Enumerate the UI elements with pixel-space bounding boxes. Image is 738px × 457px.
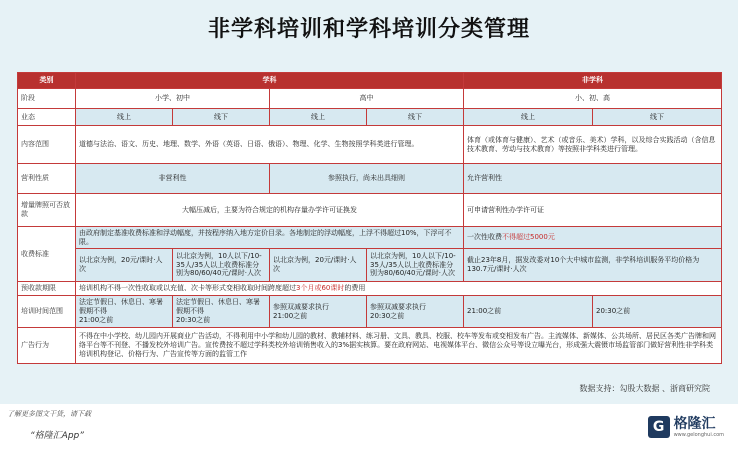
prepay-suffix: 的费用 [344,284,366,293]
row-label: 业态 [18,109,76,126]
business-offline: 线下 [367,109,464,126]
prepay-highlight: 3个月或60课时 [296,284,345,293]
footer-download-hint: 了解更多图文干货，请下载 [7,410,91,418]
fee-example-4: 以北京为例，10人以下/10-35人/35人以上收费标准分别为80/60/40元/课时·人次 [367,249,464,282]
fee-nonacademic-price: 截止23年8月，据发改委对10个大中城市监测，非学科培训服务平均价格为130.7元/课时·人次 [464,249,722,282]
header-academic: 学科 [76,73,464,89]
row-ad [18,328,722,364]
source-note: 数据支持：勾股大数据 、浙商研究院 [579,384,710,393]
prepay-prefix: 培训机构不得一次性收取或以充值、次卡等形式变相收取时间跨度超过 [79,284,296,293]
time-2: 法定节假日、休息日、寒暑假期不得 20:30之前 [173,296,270,328]
fee-example-2: 以北京为例，10人以下/10-35人/35人以上收费标准分别为80/60/40元/课时·人次 [173,249,270,282]
content-academic: 道德与法治、语文、历史、地理、数学、外语（英语、日语、俄语）、物理、化学、生物按照学科类进行管理。 [76,126,464,164]
stage-nonacademic: 小、初、高 [464,89,722,109]
stage-primary: 小学、初中 [76,89,270,109]
nature-reference: 参照执行，尚未出具细则 [270,164,464,194]
fee-cap-highlight: 不得超过5000元 [502,233,555,242]
nature-nonprofit: 非营利性 [76,164,270,194]
time-nonacademic-1: 21:00之前 [464,296,593,328]
classification-table [17,72,722,364]
stage-high: 高中 [270,89,464,109]
fee-example-3: 以北京为例，20元/课时·人次 [270,249,367,282]
row-label: 广告行为 [18,328,76,364]
logo-icon: G [648,416,670,438]
row-label: 预收款期限 [18,282,76,296]
ad-rule: 不得在中小学校、幼儿园内开展商业广告活动，不得利用中小学和幼儿园的教材、教辅材料、练习册、文具、教具、校服、校车等发布或变相发布广告。主流媒体、新媒体、公共场所、居民区各类广告牌和网络平台等不刊登、不播发校外培训广告。宣传费按不超过学科类校外培训销售收入的3%据实核算。要在政府网站、电视媒体平台、微信公众号等设立曝光台，形成强大震慑市场监管部门做好营利性非学科类培训机构登记、价格行为、广告宣传等方面的监管工作 [76,328,722,364]
row-label: 培训时间范围 [18,296,76,328]
footer-app-name: “格隆汇App” [30,431,84,441]
row-prepay [18,282,722,296]
content-nonacademic: 体育（或体育与健康）、艺术（或音乐、美术）学科，以及综合实践活动（含信息技术教育、劳动与技术教育）等按照非学科类进行管理。 [464,126,722,164]
brand-logo [648,416,724,438]
business-online: 线上 [464,109,593,126]
business-online: 线上 [76,109,173,126]
header-nonacademic: 非学科 [464,73,722,89]
fee-example-1: 以北京为例，20元/课时·人次 [76,249,173,282]
fee-cap-prefix: 一次性收费 [467,233,502,242]
nature-nonacademic: 允许营利性 [464,164,722,194]
logo-name: 格隆汇 [673,415,716,432]
fee-academic-rule: 由政府制定基准收费标准和浮动幅度，并按程序纳入地方定价目录。各地制定的浮动幅度，上浮不得超过10%，下浮可不限。 [76,227,464,249]
prepay-rule [76,282,722,296]
row-fee [18,227,722,249]
row-time [18,296,722,328]
row-fee-examples [18,249,722,282]
business-offline: 线下 [593,109,722,126]
time-4: 参照双减要求执行 20:30之前 [367,296,464,328]
time-1: 法定节假日、休息日、寒暑假期不得 21:00之前 [76,296,173,328]
row-label: 收费标准 [18,227,76,282]
header-category: 类别 [18,73,76,89]
license-nonacademic: 可申请营利性办学许可证 [464,194,722,227]
row-label: 内容范围 [18,126,76,164]
logo-url: www.gelonghui.com [673,431,724,438]
row-content [18,126,722,164]
fee-nonacademic-cap [464,227,722,249]
row-new-license [18,194,722,227]
row-nature [18,164,722,194]
license-academic: 大幅压减后，主要为符合规定的机构存量办学许可证换发 [76,194,464,227]
row-stage [18,89,722,109]
row-label: 营利性质 [18,164,76,194]
table-header-row [18,73,722,89]
logo-text [674,417,724,438]
row-label: 增量牌照可否放款 [18,194,76,227]
page-title: 非学科培训和学科培训分类管理 [207,17,530,42]
row-business [18,109,722,126]
business-offline: 线下 [173,109,270,126]
time-3: 参照双减要求执行 21:00之前 [270,296,367,328]
time-nonacademic-2: 20:30之前 [593,296,722,328]
row-label: 阶段 [18,89,76,109]
business-online: 线上 [270,109,367,126]
